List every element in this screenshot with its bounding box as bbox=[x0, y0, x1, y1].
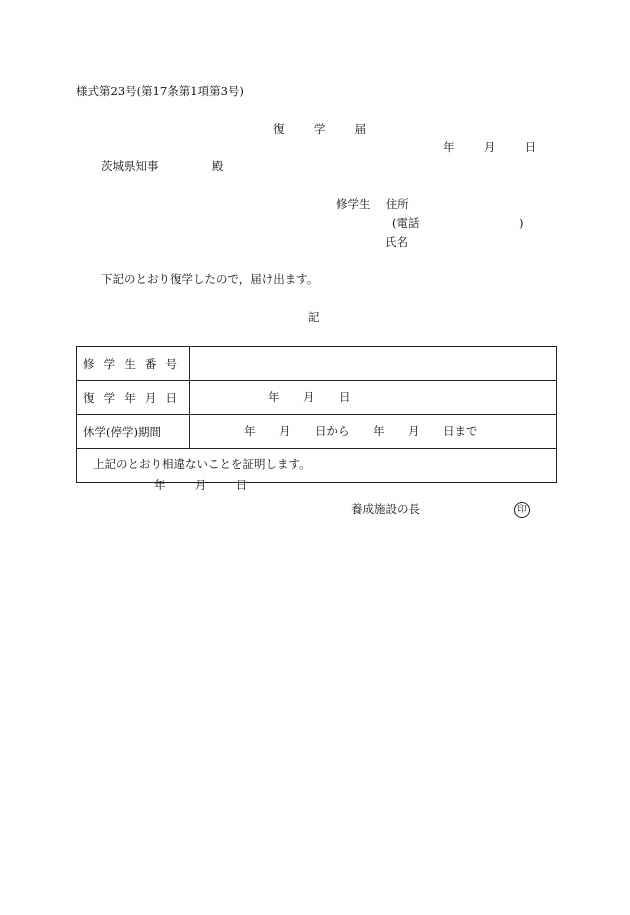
leave-from-year: 年 bbox=[244, 424, 256, 438]
addressee bbox=[101, 161, 223, 173]
table-row bbox=[77, 449, 557, 483]
phone-open: (電話 bbox=[392, 216, 420, 230]
table-row bbox=[77, 381, 557, 415]
title-char: 学 bbox=[313, 122, 326, 136]
name-label: 氏名 bbox=[385, 235, 408, 249]
return-date-field[interactable] bbox=[190, 381, 557, 415]
student-number-field[interactable] bbox=[190, 347, 557, 381]
cert-year: 年 bbox=[154, 478, 166, 492]
date-year: 年 bbox=[443, 140, 455, 154]
leave-period-field[interactable] bbox=[190, 415, 557, 449]
certification-cell bbox=[77, 449, 557, 516]
return-month: 月 bbox=[303, 390, 315, 404]
date-month: 月 bbox=[483, 140, 496, 154]
certification-text: 上記のとおり相違ないことを証明します。 bbox=[93, 457, 311, 471]
cert-date bbox=[154, 480, 247, 492]
leave-from-day: 日から bbox=[315, 424, 350, 438]
return-year: 年 bbox=[268, 390, 280, 404]
addressee-name: 茨城県知事 bbox=[101, 159, 159, 173]
address-label: 住所 bbox=[385, 197, 409, 211]
table-row bbox=[77, 415, 557, 449]
leave-to-year: 年 bbox=[373, 424, 385, 438]
title-char: 復 bbox=[273, 122, 285, 136]
title-char: 届 bbox=[354, 122, 367, 136]
date-day: 日 bbox=[524, 140, 537, 154]
leave-to-month: 月 bbox=[408, 424, 420, 438]
honorific: 殿 bbox=[211, 159, 224, 173]
statement: 下記のとおり復学したので，届け出ます。 bbox=[101, 272, 319, 286]
form-table bbox=[76, 346, 557, 516]
leave-to-day: 日まで bbox=[443, 424, 478, 438]
return-day: 日 bbox=[339, 390, 351, 404]
form-number: 様式第23号(第17条第1項第3号) bbox=[76, 84, 244, 98]
leave-from-month: 月 bbox=[279, 424, 291, 438]
role-label: 修学生 bbox=[336, 197, 371, 211]
leave-period-label: 休学(停学)期間 bbox=[77, 415, 190, 449]
return-date-label: 復 学 年 月 日 bbox=[77, 381, 190, 415]
applicant-address-line bbox=[336, 199, 409, 211]
seal-icon: 印 bbox=[514, 502, 530, 518]
facility-head-label: 養成施設の長 bbox=[351, 502, 420, 516]
phone-close: ) bbox=[519, 216, 524, 230]
ki-heading: 記 bbox=[308, 310, 320, 324]
cert-month: 月 bbox=[194, 478, 207, 492]
student-number-label: 修 学 生 番 号 bbox=[77, 347, 190, 381]
submission-date bbox=[443, 142, 536, 154]
cert-day: 日 bbox=[235, 478, 248, 492]
table-row bbox=[77, 347, 557, 381]
document-title bbox=[273, 124, 366, 136]
